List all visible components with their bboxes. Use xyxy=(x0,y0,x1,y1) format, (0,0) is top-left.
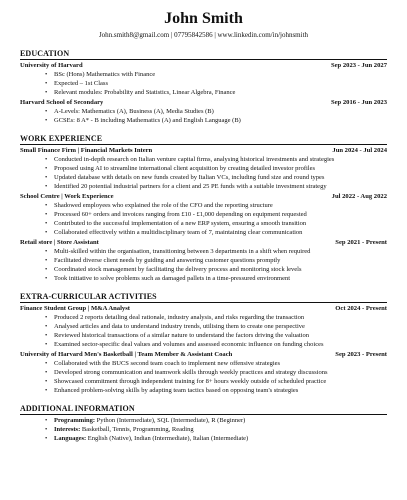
bullet-dot-icon: • xyxy=(45,220,48,227)
bullet-text: GCSEs: 8 A* - B including Mathematics (A) and English Language (B) xyxy=(54,117,241,124)
education-section xyxy=(20,49,387,125)
bullet-item xyxy=(20,164,387,173)
bullet-item xyxy=(20,359,387,368)
bullet-dot-icon: • xyxy=(45,80,48,87)
entry-header xyxy=(20,238,387,247)
bullet-text: Shadowed employees who explained the role of the CFO and the reporting structure xyxy=(54,202,273,209)
bullet-text: Relevant modules: Probability and Statistics, Linear Algebra, Finance xyxy=(54,89,236,96)
bullet-item xyxy=(20,116,387,125)
entry-header xyxy=(20,61,387,70)
bullet-item xyxy=(20,340,387,349)
entry-header xyxy=(20,304,387,313)
entry-organisation: University of Harvard Men's Basketball | Team Member & Assistant Coach xyxy=(20,351,233,358)
bullet-text: Analysed articles and data to understand industry trends, utilising them to create one perspective xyxy=(54,323,305,330)
bullet-item xyxy=(20,386,387,395)
entry-date: Oct 2024 - Present xyxy=(335,305,387,312)
entry-organisation: Small Finance Firm | Financial Markets Intern xyxy=(20,147,153,154)
bullet-dot-icon: • xyxy=(45,202,48,209)
bullet-dot-icon: • xyxy=(45,211,48,218)
bullet-text: Facilitated diverse client needs by guiding and answering customer questions promptly xyxy=(54,257,281,264)
bullet-text: Collaborated with the BUCS second team coach to implement new offensive strategies xyxy=(54,360,281,367)
bullet-item xyxy=(20,377,387,386)
bullet-item xyxy=(20,182,387,191)
entry-header xyxy=(20,98,387,107)
bullet-dot-icon: • xyxy=(45,323,48,330)
bullet-dot-icon: • xyxy=(45,266,48,273)
bullet-dot-icon: • xyxy=(45,165,48,172)
bullet-text: Updated database with details on new funds created by Italian VCs, including fund size and round types xyxy=(54,174,325,181)
work-entries xyxy=(20,146,387,283)
bullet-text: Expected – 1st Class xyxy=(54,80,108,87)
bullet-item xyxy=(20,256,387,265)
extra-curricular-section xyxy=(20,292,387,395)
info-value: Basketball, Tennis, Programming, Reading xyxy=(80,426,194,433)
bullet-text: Produced 2 reports detailing deal rationale, industry analysis, and risks regarding the transaction xyxy=(54,314,305,321)
entry-organisation: Retail store | Store Assistant xyxy=(20,239,99,246)
info-label: Languages: xyxy=(54,435,87,442)
bullet-dot-icon: • xyxy=(45,229,48,236)
bullet-dot-icon: • xyxy=(45,435,48,442)
entry-date: Sep 2023 - Jun 2027 xyxy=(330,62,387,69)
entry-date: Jun 2024 - Jul 2024 xyxy=(332,147,387,154)
entry xyxy=(20,192,387,237)
bullet-item xyxy=(20,155,387,164)
bullet-text: Processed 60+ orders and invoices ranging from £10 - £1,000 depending on equipment requested xyxy=(54,211,307,218)
bullet-text: Identified 20 potential industrial partners for a client and 25 PE funds with a suitable investment strategy xyxy=(54,183,327,190)
entry-date: Sep 2016 - Jun 2023 xyxy=(330,99,387,106)
additional-info-item xyxy=(20,425,387,434)
bullet-item xyxy=(20,219,387,228)
bullet-dot-icon: • xyxy=(45,426,48,433)
bullet-dot-icon: • xyxy=(45,174,48,181)
contact-line: John.smith8@gmail.com | 07795842586 | www.linkedin.com/in/johnsmith xyxy=(98,31,309,39)
bullet-dot-icon: • xyxy=(45,417,48,424)
bullet-dot-icon: • xyxy=(45,360,48,367)
bullet-item xyxy=(20,331,387,340)
entry xyxy=(20,350,387,395)
entry-date: Sep 2021 - Present xyxy=(335,239,387,246)
section-title-education: EDUCATION xyxy=(20,49,387,60)
bullet-item xyxy=(20,274,387,283)
bullet-dot-icon: • xyxy=(45,341,48,348)
entry xyxy=(20,238,387,283)
bullet-item xyxy=(20,173,387,182)
bullet-text: Examined sector-specific deal values and volumes and assessed economic influence on funding choices xyxy=(54,341,324,348)
entry-bullet-list xyxy=(20,107,387,125)
bullet-dot-icon: • xyxy=(45,89,48,96)
education-entries xyxy=(20,61,387,125)
bullet-item xyxy=(20,201,387,210)
bullet-dot-icon: • xyxy=(45,378,48,385)
additional-info-item xyxy=(20,434,387,443)
bullet-dot-icon: • xyxy=(45,314,48,321)
entry xyxy=(20,98,387,125)
entry-date: Jul 2022 - Aug 2022 xyxy=(331,193,387,200)
bullet-dot-icon: • xyxy=(45,183,48,190)
entry-header xyxy=(20,192,387,201)
info-value: Python (Intermediate), SQL (Intermediate), R (Beginner) xyxy=(95,417,246,424)
entry-date: Sep 2023 - Present xyxy=(335,351,387,358)
bullet-item xyxy=(20,107,387,116)
section-title-work-experience: WORK EXPERIENCE xyxy=(20,134,387,145)
entry xyxy=(20,304,387,349)
entry-organisation: Finance Student Group | M&A Analyst xyxy=(20,305,130,312)
additional-information-section xyxy=(20,404,387,443)
bullet-item xyxy=(20,70,387,79)
bullet-text: Developed strong communication and teamwork skills through weekly practices and strategy discussions xyxy=(54,369,328,376)
info-value: English (Native), Indian (Intermediate), Italian (Intermediate) xyxy=(86,435,249,442)
entry-bullet-list xyxy=(20,313,387,349)
section-title-extra-curricular: EXTRA-CURRICULAR ACTIVITIES xyxy=(20,292,387,303)
bullet-text: Showcased commitment through independent training for 8+ hours weekly outside of scheduled practice xyxy=(54,378,327,385)
bullet-item xyxy=(20,79,387,88)
bullet-item xyxy=(20,228,387,237)
bullet-item xyxy=(20,88,387,97)
bullet-dot-icon: • xyxy=(45,156,48,163)
bullet-text: Conducted in-depth research on Italian venture capital firms, analysing historical investments and strategies xyxy=(54,156,335,163)
bullet-text: Enhanced problem-solving skills by adapting team tactics based on opposing team's strategies xyxy=(54,387,299,394)
bullet-dot-icon: • xyxy=(45,108,48,115)
entry-bullet-list xyxy=(20,201,387,237)
bullet-dot-icon: • xyxy=(45,369,48,376)
additional-info-item xyxy=(20,416,387,425)
bullet-item xyxy=(20,247,387,256)
additional-info-list xyxy=(20,416,387,443)
entry-organisation: Harvard School of Secondary xyxy=(20,99,104,106)
bullet-item xyxy=(20,313,387,322)
entry xyxy=(20,61,387,97)
work-experience-section xyxy=(20,134,387,283)
section-title-additional-information: ADDITIONAL INFORMATION xyxy=(20,404,387,415)
activity-entries xyxy=(20,304,387,395)
info-label: Programming: xyxy=(54,417,96,424)
entry-bullet-list xyxy=(20,70,387,97)
bullet-text: Contributed to the successful implementation of a new ERP system, ensuring a smooth transition xyxy=(54,220,307,227)
info-label: Interests: xyxy=(54,426,81,433)
bullet-dot-icon: • xyxy=(45,71,48,78)
bullet-dot-icon: • xyxy=(45,248,48,255)
entry-organisation: University of Harvard xyxy=(20,62,83,69)
bullet-text: Proposed using AI to streamline international client acquisition by creating detailed investor profiles xyxy=(54,165,316,172)
bullet-dot-icon: • xyxy=(45,332,48,339)
bullet-text: A-Levels: Mathematics (A), Business (A), Media Studies (B) xyxy=(54,108,214,115)
entry xyxy=(20,146,387,191)
entry-header xyxy=(20,146,387,155)
bullet-dot-icon: • xyxy=(45,387,48,394)
entry-header xyxy=(20,350,387,359)
bullet-dot-icon: • xyxy=(45,117,48,124)
bullet-text: Coordinated stock management by facilitating the delivery process and monitoring stock levels xyxy=(54,266,302,273)
candidate-name: John Smith xyxy=(164,10,243,27)
bullet-text: Reviewed historical transactions of a similar nature to understand the factors driving the valuation xyxy=(54,332,310,339)
entry-bullet-list xyxy=(20,359,387,395)
bullet-dot-icon: • xyxy=(45,257,48,264)
bullet-item xyxy=(20,368,387,377)
entry-organisation: School Centre | Work Experience xyxy=(20,193,114,200)
bullet-text: BSc (Hons) Mathematics with Finance xyxy=(54,71,156,78)
bullet-text: Took initiative to solve problems such as damaged pallets in a time-pressured environment xyxy=(54,275,291,282)
bullet-item xyxy=(20,265,387,274)
entry-bullet-list xyxy=(20,247,387,283)
bullet-dot-icon: • xyxy=(45,275,48,282)
bullet-text: Collaborated effectively within a multidisciplinary team of 7, maintaining clear communication xyxy=(54,229,303,236)
entry-bullet-list xyxy=(20,155,387,191)
bullet-item xyxy=(20,322,387,331)
bullet-text: Multi-skilled within the organisation, transitioning between 3 departments in a shift when required xyxy=(54,248,311,255)
bullet-item xyxy=(20,210,387,219)
